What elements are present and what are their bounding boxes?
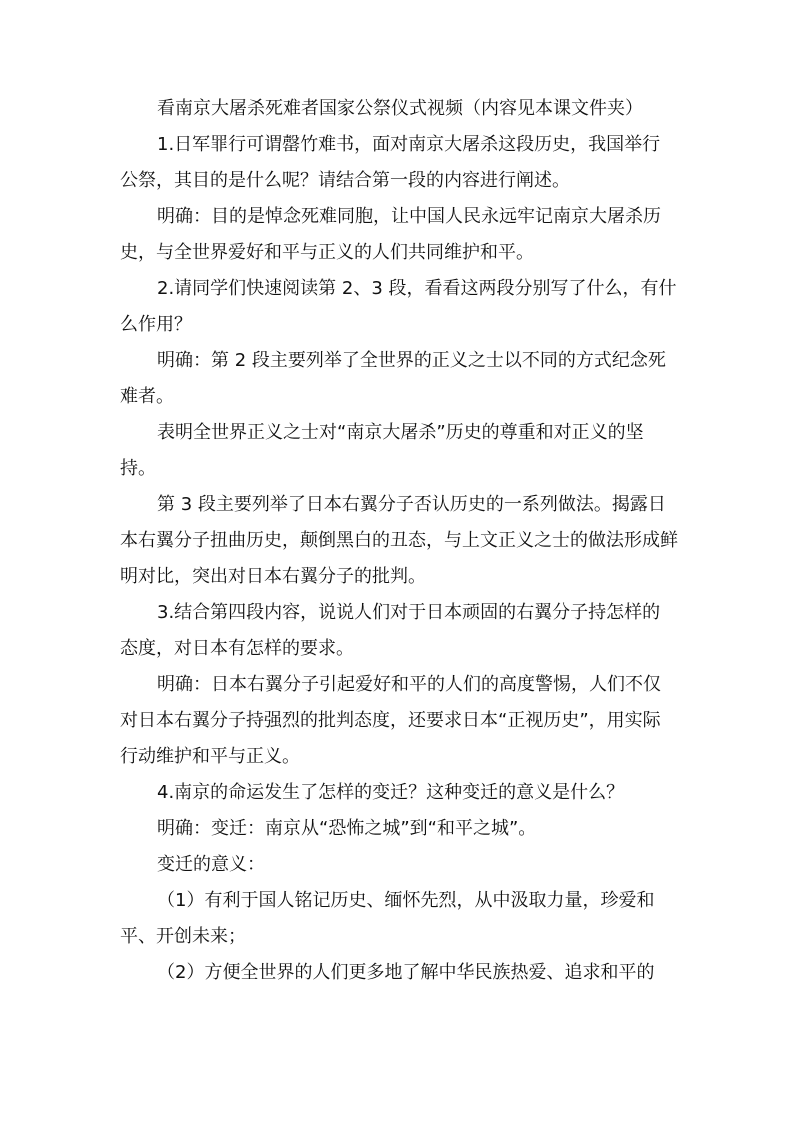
- question-2: 2.请同学们快速阅读第 2、3 段，看看这两段分别写了什么，有什么作用？: [120, 278, 677, 335]
- significance-heading: 变迁的意义：: [157, 854, 265, 875]
- document-body: [120, 91, 678, 991]
- question-4: 4.南京的命运发生了怎样的变迁？这种变迁的意义是什么？: [157, 782, 625, 803]
- answer-1: 明确：目的是悼念死难同胞，让中国人民永远牢记南京大屠杀历史，与全世界爱好和平与正义的人们共同维护和平。: [120, 206, 661, 263]
- significance-item-2: （2）方便全世界的人们更多地了解中华民族热爱、追求和平的: [157, 962, 655, 983]
- answer-2-part-3: 第 3 段主要列举了日本右翼分子否认历史的一系列做法。揭露日本右翼分子扭曲历史，颠倒黑白的丑态，与上文正义之士的做法形成鲜明对比，突出对日本右翼分子的批判。: [120, 494, 678, 587]
- document-title: 看南京大屠杀死难者国家公祭仪式视频（内容见本课文件夹）: [157, 98, 643, 119]
- answer-2-part-1: 明确：第 2 段主要列举了全世界的正义之士以不同的方式纪念死难者。: [120, 350, 666, 407]
- question-3: 3.结合第四段内容，说说人们对于日本顽固的右翼分子持怎样的态度，对日本有怎样的要求。: [120, 602, 661, 659]
- question-1: 1.日军罪行可谓罄竹难书，面对南京大屠杀这段历史，我国举行公祭，其目的是什么呢？请结合第一段的内容进行阐述。: [120, 134, 661, 191]
- answer-2-part-2: 表明全世界正义之士对“南京大屠杀”历史的尊重和对正义的坚持。: [120, 422, 644, 479]
- answer-3: 明确：日本右翼分子引起爱好和平的人们的高度警惕，人们不仅对日本右翼分子持强烈的批判态度，还要求日本“正视历史”，用实际行动维护和平与正义。: [120, 674, 661, 767]
- significance-item-1: （1）有利于国人铭记历史、缅怀先烈，从中汲取力量，珍爱和平、开创未来；: [120, 890, 655, 947]
- answer-4: 明确：变迁：南京从“恐怖之城”到“和平之城”。: [157, 818, 537, 839]
